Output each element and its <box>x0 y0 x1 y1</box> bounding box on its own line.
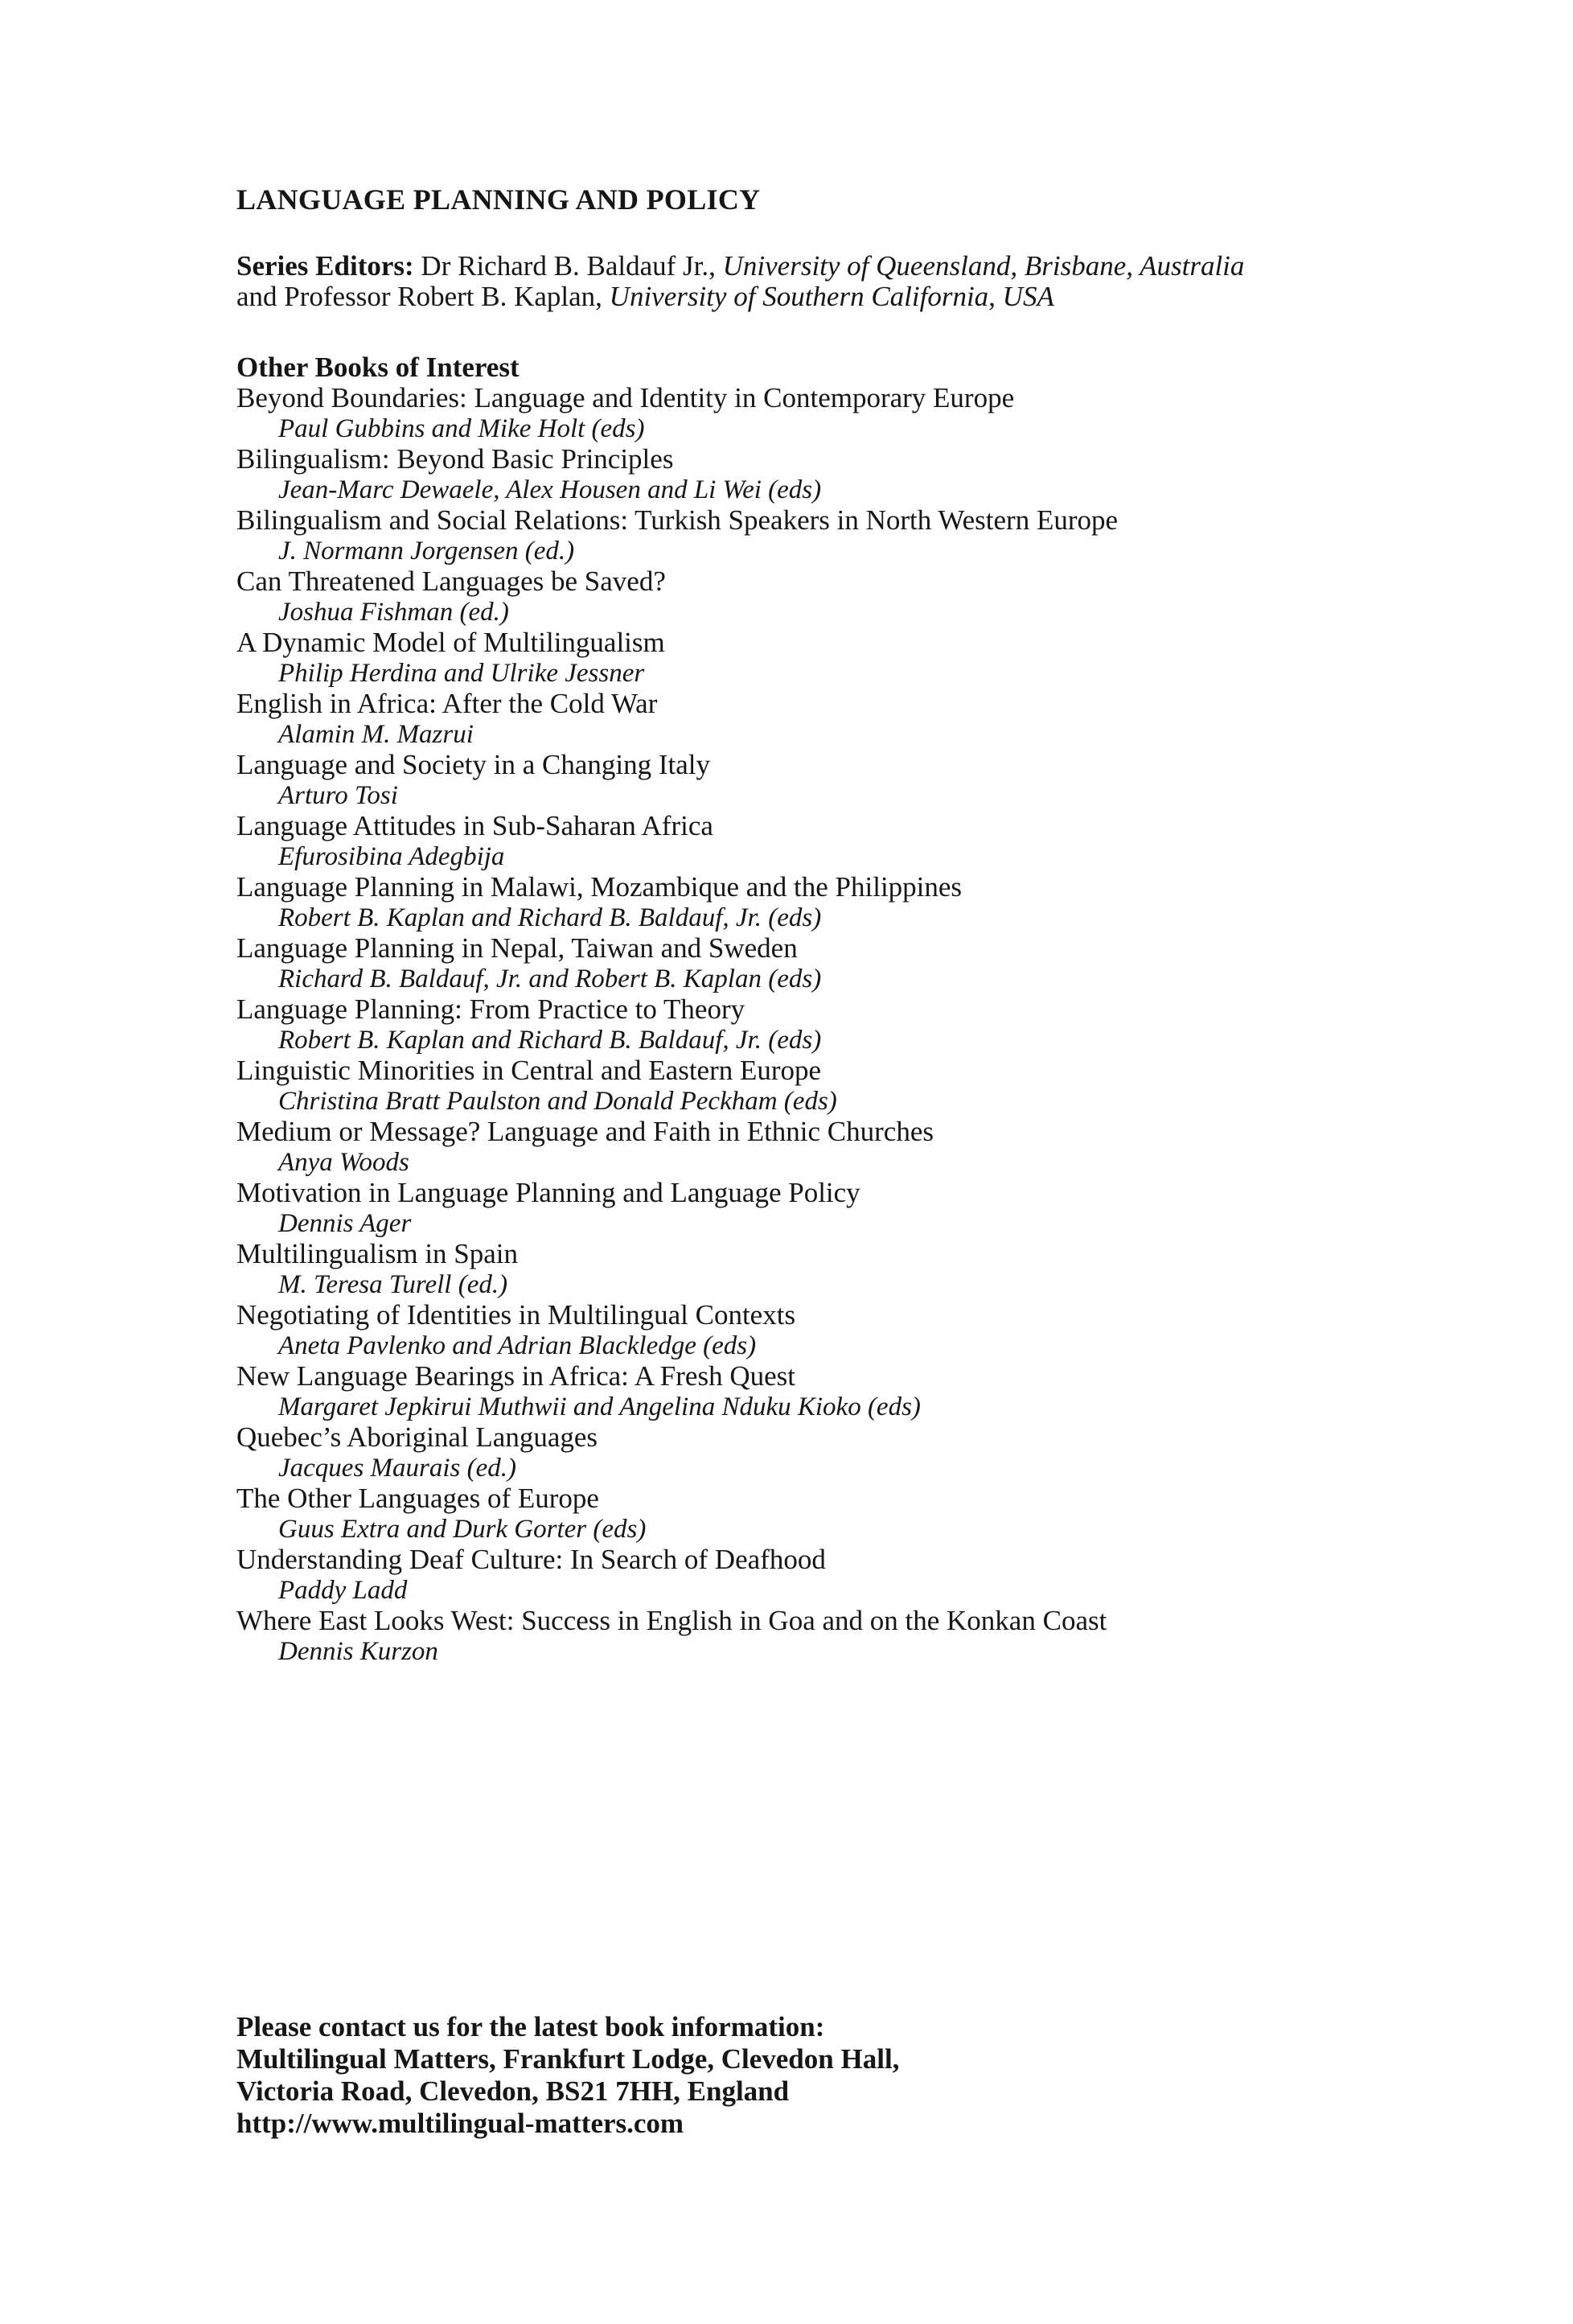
book-title: Language Planning: From Practice to Theory <box>236 993 745 1025</box>
list-item <box>236 1239 1491 1300</box>
book-list <box>236 383 1491 1667</box>
book-title: Bilingualism: Beyond Basic Principles <box>236 443 674 475</box>
book-author: Dennis Ager <box>278 1209 412 1238</box>
list-item <box>236 872 1491 933</box>
book-title: Language Planning in Malawi, Mozambique and the Philippines <box>236 871 963 903</box>
book-title: Language Attitudes in Sub-Saharan Africa <box>236 810 713 841</box>
list-item <box>236 566 1491 627</box>
series-title: LANGUAGE PLANNING AND POLICY <box>236 183 761 216</box>
book-title: A Dynamic Model of Multilingualism <box>236 627 665 658</box>
list-item <box>236 1545 1491 1606</box>
editor1-name: Dr Richard B. Baldauf Jr., <box>421 250 716 282</box>
book-author: Arturo Tosi <box>278 781 398 810</box>
book-title: Language and Society in a Changing Italy <box>236 749 711 780</box>
contact-website-link[interactable]: http://www.multilingual-matters.com <box>236 2108 684 2139</box>
book-title: The Other Languages of Europe <box>236 1483 599 1514</box>
book-author: Richard B. Baldauf, Jr. and Robert B. Kaplan (eds) <box>278 965 822 993</box>
contact-line-1: Please contact us for the latest book information: <box>236 2011 825 2042</box>
contact-line-2: Multilingual Matters, Frankfurt Lodge, Clevedon Hall, <box>236 2043 900 2075</box>
book-author: Dennis Kurzon <box>278 1637 438 1666</box>
book-title: Language Planning in Nepal, Taiwan and Sweden <box>236 932 798 964</box>
list-item <box>236 1361 1491 1422</box>
list-item <box>236 1117 1491 1178</box>
book-author: Christina Bratt Paulston and Donald Peckham (eds) <box>278 1087 837 1116</box>
list-item <box>236 627 1491 689</box>
list-item <box>236 444 1491 505</box>
book-title: Negotiating of Identities in Multilingual Contexts <box>236 1299 796 1331</box>
book-author: Efurosibina Adegbija <box>278 842 505 871</box>
editor2-affiliation: University of Southern California, USA <box>609 281 1054 312</box>
book-author: Robert B. Kaplan and Richard B. Baldauf, Jr. (eds) <box>278 1026 822 1055</box>
list-item <box>236 1178 1491 1239</box>
book-author: Alamin M. Mazrui <box>278 720 474 749</box>
list-item <box>236 933 1491 994</box>
editors-label: Series Editors: <box>236 250 414 282</box>
book-author: Margaret Jepkirui Muthwii and Angelina Nduku Kioko (eds) <box>278 1392 921 1421</box>
list-item <box>236 1055 1491 1117</box>
book-title: Quebec’s Aboriginal Languages <box>236 1421 598 1453</box>
book-author: Jean-Marc Dewaele, Alex Housen and Li Wei (eds) <box>278 475 822 504</box>
book-author: Robert B. Kaplan and Richard B. Baldauf, Jr. (eds) <box>278 903 822 932</box>
editor1-affiliation: University of Queensland, Brisbane, Australia <box>722 250 1245 282</box>
series-editors <box>236 251 1491 312</box>
contact-block <box>236 2011 899 2140</box>
page-content <box>236 182 1491 1667</box>
book-title: Bilingualism and Social Relations: Turkish Speakers in North Western Europe <box>236 504 1119 536</box>
book-author: Guus Extra and Durk Gorter (eds) <box>278 1515 647 1544</box>
list-item <box>236 750 1491 811</box>
contact-line-3: Victoria Road, Clevedon, BS21 7HH, England <box>236 2075 790 2107</box>
book-author: Jacques Maurais (ed.) <box>278 1454 517 1483</box>
book-author: Anya Woods <box>278 1148 409 1177</box>
book-title: Linguistic Minorities in Central and Eastern Europe <box>236 1055 822 1086</box>
book-title: Understanding Deaf Culture: In Search of Deafhood <box>236 1544 826 1575</box>
book-title: Multilingualism in Spain <box>236 1238 519 1269</box>
list-item <box>236 1300 1491 1361</box>
book-author: Philip Herdina and Ulrike Jessner <box>278 659 645 688</box>
list-item <box>236 689 1491 750</box>
editor2-name: and Professor Robert B. Kaplan, <box>236 281 602 312</box>
book-title: Can Threatened Languages be Saved? <box>236 566 666 597</box>
book-title: New Language Bearings in Africa: A Fresh Quest <box>236 1360 795 1392</box>
list-item <box>236 811 1491 872</box>
other-books-heading: Other Books of Interest <box>236 352 520 383</box>
list-item <box>236 1422 1491 1483</box>
list-item <box>236 383 1491 444</box>
book-author: Joshua Fishman (ed.) <box>278 598 509 627</box>
book-author: Aneta Pavlenko and Adrian Blackledge (eds) <box>278 1331 757 1360</box>
list-item <box>236 505 1491 566</box>
editors-line-1 <box>236 251 1491 282</box>
book-title: Where East Looks West: Success in English in Goa and on the Konkan Coast <box>236 1605 1107 1636</box>
book-author: Paul Gubbins and Mike Holt (eds) <box>278 414 645 443</box>
book-author: J. Normann Jorgensen (ed.) <box>278 537 575 566</box>
list-item <box>236 994 1491 1055</box>
book-title: English in Africa: After the Cold War <box>236 688 658 719</box>
book-title: Motivation in Language Planning and Language Policy <box>236 1177 860 1208</box>
book-author: M. Teresa Turell (ed.) <box>278 1270 508 1299</box>
book-author: Paddy Ladd <box>278 1576 408 1605</box>
list-item <box>236 1606 1491 1667</box>
list-item <box>236 1483 1491 1545</box>
book-title: Medium or Message? Language and Faith in Ethnic Churches <box>236 1116 934 1147</box>
book-title: Beyond Boundaries: Language and Identity in Contemporary Europe <box>236 382 1015 413</box>
editors-line-2 <box>236 282 1491 312</box>
